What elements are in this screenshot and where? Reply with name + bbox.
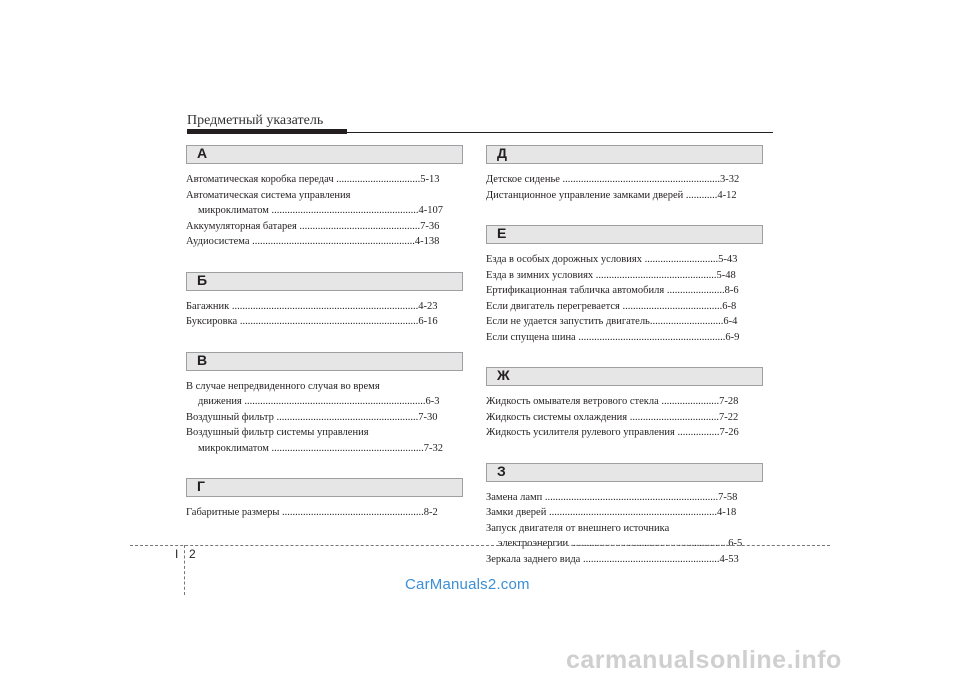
index-entry: Жидкость системы охлаждения ..................................7-22 — [486, 411, 739, 423]
index-entry: электроэнергии ............................................................6-5 — [498, 538, 743, 549]
index-entry: Замки дверей ................................................................4-18 — [486, 507, 737, 518]
index-entry: Ертификационная табличка автомобиля ......................8-6 — [486, 285, 739, 296]
index-entry: Дистанционное управление замками дверей ............4-12 — [486, 189, 737, 201]
index-entry: Автоматическая система управления — [186, 189, 351, 201]
section-letter: З — [497, 462, 506, 479]
index-entry: Зеркала заднего вида ....................................................4-53 — [486, 553, 739, 565]
section-header — [486, 463, 763, 482]
index-entry: микроклиматом ..........................................................7-32 — [198, 442, 444, 454]
index-entry: Если двигатель перегревается ......................................6-8 — [486, 300, 737, 312]
section-letter: А — [197, 145, 208, 161]
section-letter: Д — [497, 145, 507, 161]
index-entry: Буксировка ....................................................................6-16 — [186, 316, 438, 327]
section-letter: Е — [497, 225, 507, 241]
index-entry: Аудиосистема ..............................................................4-138 — [186, 236, 440, 247]
index-entry: Жидкость усилителя рулевого управления ................7-26 — [486, 427, 739, 438]
index-entry: Аккумуляторная батарея ..............................................7-36 — [186, 220, 440, 232]
section-letter: Г — [197, 478, 205, 494]
footer-divider — [130, 545, 830, 546]
left-column — [186, 145, 463, 543]
section-header — [486, 145, 763, 164]
index-entry: Детское сиденье ............................................................3-32 — [486, 174, 740, 185]
index-entry: Запуск двигателя от внешнего источника — [486, 522, 670, 534]
section-header — [486, 367, 763, 386]
page-title: Предметный указатель — [187, 113, 324, 128]
watermark-link[interactable]: CarManuals2.com — [405, 576, 530, 593]
index-entry: микроклиматом ........................................................4-107 — [198, 205, 444, 216]
index-entry: Автоматическая коробка передач ................................5-13 — [186, 174, 440, 185]
index-entry: В случае непредвиденного случая во время — [186, 380, 380, 392]
index-entry: Воздушный фильтр ......................................................7-30 — [186, 411, 438, 423]
section-letter: Ж — [497, 367, 510, 383]
index-entry-list — [186, 505, 463, 521]
index-entry-list — [186, 172, 463, 250]
index-entry: Воздушный фильтр системы управления — [186, 427, 369, 438]
section-letter: Б — [197, 271, 208, 288]
index-entry: Езда в зимних условиях ..............................................5-48 — [486, 269, 736, 281]
index-entry: Габаритные размеры ......................................................8-2 — [186, 507, 438, 518]
page-number: 2 — [189, 547, 196, 561]
index-entry: Замена ламп ..................................................................7-58 — [486, 491, 738, 503]
index-entry: Если не удается запустить двигатель............................6-4 — [486, 316, 738, 327]
index-entry: Жидкость омывателя ветрового стекла ......................7-28 — [486, 396, 739, 407]
section-header — [186, 145, 463, 164]
index-entry: движения .....................................................................6-3 — [198, 396, 440, 407]
watermark-text: carmanualsonline.info — [566, 646, 842, 674]
index-entry: Езда в особых дорожных условиях ............................5-43 — [486, 254, 738, 265]
section-header — [486, 225, 763, 244]
section-header — [186, 352, 463, 371]
right-column — [486, 145, 763, 589]
index-entry: Если спущена шина ........................................................6-9 — [486, 331, 740, 343]
section-header — [186, 272, 463, 291]
index-entry-list — [486, 172, 763, 203]
header-rule-thin — [187, 132, 773, 133]
section-number: I — [175, 547, 179, 561]
index-entry-list — [486, 490, 763, 568]
section-header — [186, 478, 463, 497]
footer-vertical-divider — [184, 545, 185, 595]
index-entry-list — [486, 252, 763, 345]
section-letter: В — [197, 351, 208, 368]
index-entry-list — [486, 394, 763, 441]
index-entry: Багажник .......................................................................4-23 — [186, 300, 438, 312]
index-entry-list — [186, 379, 463, 457]
index-entry-list — [186, 299, 463, 330]
